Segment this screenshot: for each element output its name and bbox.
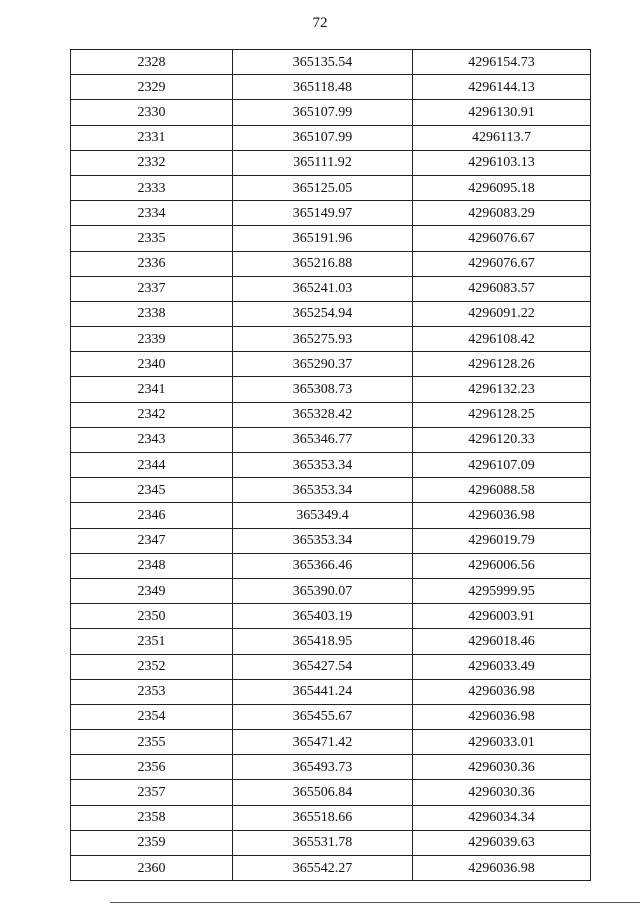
x-coordinate-cell: 365366.46 <box>233 553 413 578</box>
table-row <box>71 251 591 276</box>
y-coordinate-cell: 4296030.36 <box>413 755 591 780</box>
y-coordinate-cell: 4296076.67 <box>413 251 591 276</box>
x-coordinate-cell: 365328.42 <box>233 402 413 427</box>
x-coordinate-cell: 365308.73 <box>233 377 413 402</box>
table-row <box>71 478 591 503</box>
table-row <box>71 226 591 251</box>
y-coordinate-cell: 4296076.67 <box>413 226 591 251</box>
x-coordinate-cell: 365107.99 <box>233 100 413 125</box>
point-number-cell: 2333 <box>71 175 233 200</box>
x-coordinate-cell: 365135.54 <box>233 50 413 75</box>
scan-edge-line <box>110 902 640 903</box>
point-number-cell: 2350 <box>71 604 233 629</box>
point-number-cell: 2349 <box>71 578 233 603</box>
x-coordinate-cell: 365441.24 <box>233 679 413 704</box>
point-number-cell: 2336 <box>71 251 233 276</box>
table-row <box>71 301 591 326</box>
table-row <box>71 629 591 654</box>
x-coordinate-cell: 365241.03 <box>233 276 413 301</box>
point-number-cell: 2358 <box>71 805 233 830</box>
page-number: 72 <box>312 15 328 31</box>
point-number-cell: 2347 <box>71 528 233 553</box>
y-coordinate-cell: 4296039.63 <box>413 830 591 855</box>
point-number-cell: 2345 <box>71 478 233 503</box>
table-row <box>71 553 591 578</box>
x-coordinate-cell: 365403.19 <box>233 604 413 629</box>
y-coordinate-cell: 4296108.42 <box>413 327 591 352</box>
table-row <box>71 125 591 150</box>
y-coordinate-cell: 4296030.36 <box>413 780 591 805</box>
x-coordinate-cell: 365111.92 <box>233 150 413 175</box>
point-number-cell: 2357 <box>71 780 233 805</box>
x-coordinate-cell: 365353.34 <box>233 453 413 478</box>
table-row <box>71 528 591 553</box>
table-row <box>71 755 591 780</box>
point-number-cell: 2335 <box>71 226 233 251</box>
x-coordinate-cell: 365349.4 <box>233 503 413 528</box>
x-coordinate-cell: 365149.97 <box>233 201 413 226</box>
table-row <box>71 175 591 200</box>
y-coordinate-cell: 4296128.26 <box>413 352 591 377</box>
x-coordinate-cell: 365518.66 <box>233 805 413 830</box>
point-number-cell: 2351 <box>71 629 233 654</box>
x-coordinate-cell: 365353.34 <box>233 478 413 503</box>
y-coordinate-cell: 4295999.95 <box>413 578 591 603</box>
y-coordinate-cell: 4296107.09 <box>413 453 591 478</box>
point-number-cell: 2334 <box>71 201 233 226</box>
point-number-cell: 2343 <box>71 427 233 452</box>
table-row <box>71 150 591 175</box>
y-coordinate-cell: 4296144.13 <box>413 75 591 100</box>
table-row <box>71 201 591 226</box>
table-row <box>71 276 591 301</box>
x-coordinate-cell: 365216.88 <box>233 251 413 276</box>
y-coordinate-cell: 4296130.91 <box>413 100 591 125</box>
point-number-cell: 2360 <box>71 856 233 881</box>
y-coordinate-cell: 4296036.98 <box>413 679 591 704</box>
table-row <box>71 100 591 125</box>
y-coordinate-cell: 4296154.73 <box>413 50 591 75</box>
point-number-cell: 2346 <box>71 503 233 528</box>
y-coordinate-cell: 4296034.34 <box>413 805 591 830</box>
y-coordinate-cell: 4296003.91 <box>413 604 591 629</box>
point-number-cell: 2348 <box>71 553 233 578</box>
y-coordinate-cell: 4296036.98 <box>413 503 591 528</box>
point-number-cell: 2331 <box>71 125 233 150</box>
y-coordinate-cell: 4296113.7 <box>413 125 591 150</box>
point-number-cell: 2344 <box>71 453 233 478</box>
x-coordinate-cell: 365542.27 <box>233 856 413 881</box>
y-coordinate-cell: 4296095.18 <box>413 175 591 200</box>
y-coordinate-cell: 4296103.13 <box>413 150 591 175</box>
y-coordinate-cell: 4296006.56 <box>413 553 591 578</box>
point-number-cell: 2354 <box>71 704 233 729</box>
point-number-cell: 2359 <box>71 830 233 855</box>
point-number-cell: 2340 <box>71 352 233 377</box>
point-number-cell: 2353 <box>71 679 233 704</box>
x-coordinate-cell: 365427.54 <box>233 654 413 679</box>
table-row <box>71 352 591 377</box>
y-coordinate-cell: 4296132.23 <box>413 377 591 402</box>
table-row <box>71 679 591 704</box>
y-coordinate-cell: 4296036.98 <box>413 856 591 881</box>
x-coordinate-cell: 365107.99 <box>233 125 413 150</box>
table-row <box>71 578 591 603</box>
table-body <box>71 50 591 881</box>
table-row <box>71 427 591 452</box>
table-row <box>71 377 591 402</box>
x-coordinate-cell: 365493.73 <box>233 755 413 780</box>
point-number-cell: 2328 <box>71 50 233 75</box>
x-coordinate-cell: 365290.37 <box>233 352 413 377</box>
x-coordinate-cell: 365125.05 <box>233 175 413 200</box>
table-row <box>71 503 591 528</box>
y-coordinate-cell: 4296120.33 <box>413 427 591 452</box>
table-row <box>71 604 591 629</box>
y-coordinate-cell: 4296088.58 <box>413 478 591 503</box>
point-number-cell: 2339 <box>71 327 233 352</box>
table-row <box>71 327 591 352</box>
point-number-cell: 2355 <box>71 730 233 755</box>
y-coordinate-cell: 4296091.22 <box>413 301 591 326</box>
x-coordinate-cell: 365455.67 <box>233 704 413 729</box>
y-coordinate-cell: 4296128.25 <box>413 402 591 427</box>
table-row <box>71 654 591 679</box>
table-row <box>71 830 591 855</box>
point-number-cell: 2342 <box>71 402 233 427</box>
point-number-cell: 2332 <box>71 150 233 175</box>
x-coordinate-cell: 365353.34 <box>233 528 413 553</box>
point-number-cell: 2337 <box>71 276 233 301</box>
table-row <box>71 730 591 755</box>
x-coordinate-cell: 365191.96 <box>233 226 413 251</box>
point-number-cell: 2356 <box>71 755 233 780</box>
x-coordinate-cell: 365390.07 <box>233 578 413 603</box>
point-number-cell: 2338 <box>71 301 233 326</box>
table-row <box>71 50 591 75</box>
x-coordinate-cell: 365275.93 <box>233 327 413 352</box>
y-coordinate-cell: 4296033.49 <box>413 654 591 679</box>
y-coordinate-cell: 4296083.29 <box>413 201 591 226</box>
table-row <box>71 453 591 478</box>
y-coordinate-cell: 4296036.98 <box>413 704 591 729</box>
x-coordinate-cell: 365118.48 <box>233 75 413 100</box>
x-coordinate-cell: 365418.95 <box>233 629 413 654</box>
table-row <box>71 75 591 100</box>
y-coordinate-cell: 4296033.01 <box>413 730 591 755</box>
table-row <box>71 856 591 881</box>
point-number-cell: 2329 <box>71 75 233 100</box>
x-coordinate-cell: 365531.78 <box>233 830 413 855</box>
table-row <box>71 805 591 830</box>
point-number-cell: 2352 <box>71 654 233 679</box>
x-coordinate-cell: 365346.77 <box>233 427 413 452</box>
y-coordinate-cell: 4296083.57 <box>413 276 591 301</box>
y-coordinate-cell: 4296019.79 <box>413 528 591 553</box>
x-coordinate-cell: 365254.94 <box>233 301 413 326</box>
y-coordinate-cell: 4296018.46 <box>413 629 591 654</box>
point-number-cell: 2341 <box>71 377 233 402</box>
coordinates-table <box>70 49 591 881</box>
table-row <box>71 402 591 427</box>
x-coordinate-cell: 365506.84 <box>233 780 413 805</box>
table-row <box>71 780 591 805</box>
x-coordinate-cell: 365471.42 <box>233 730 413 755</box>
point-number-cell: 2330 <box>71 100 233 125</box>
table-row <box>71 704 591 729</box>
